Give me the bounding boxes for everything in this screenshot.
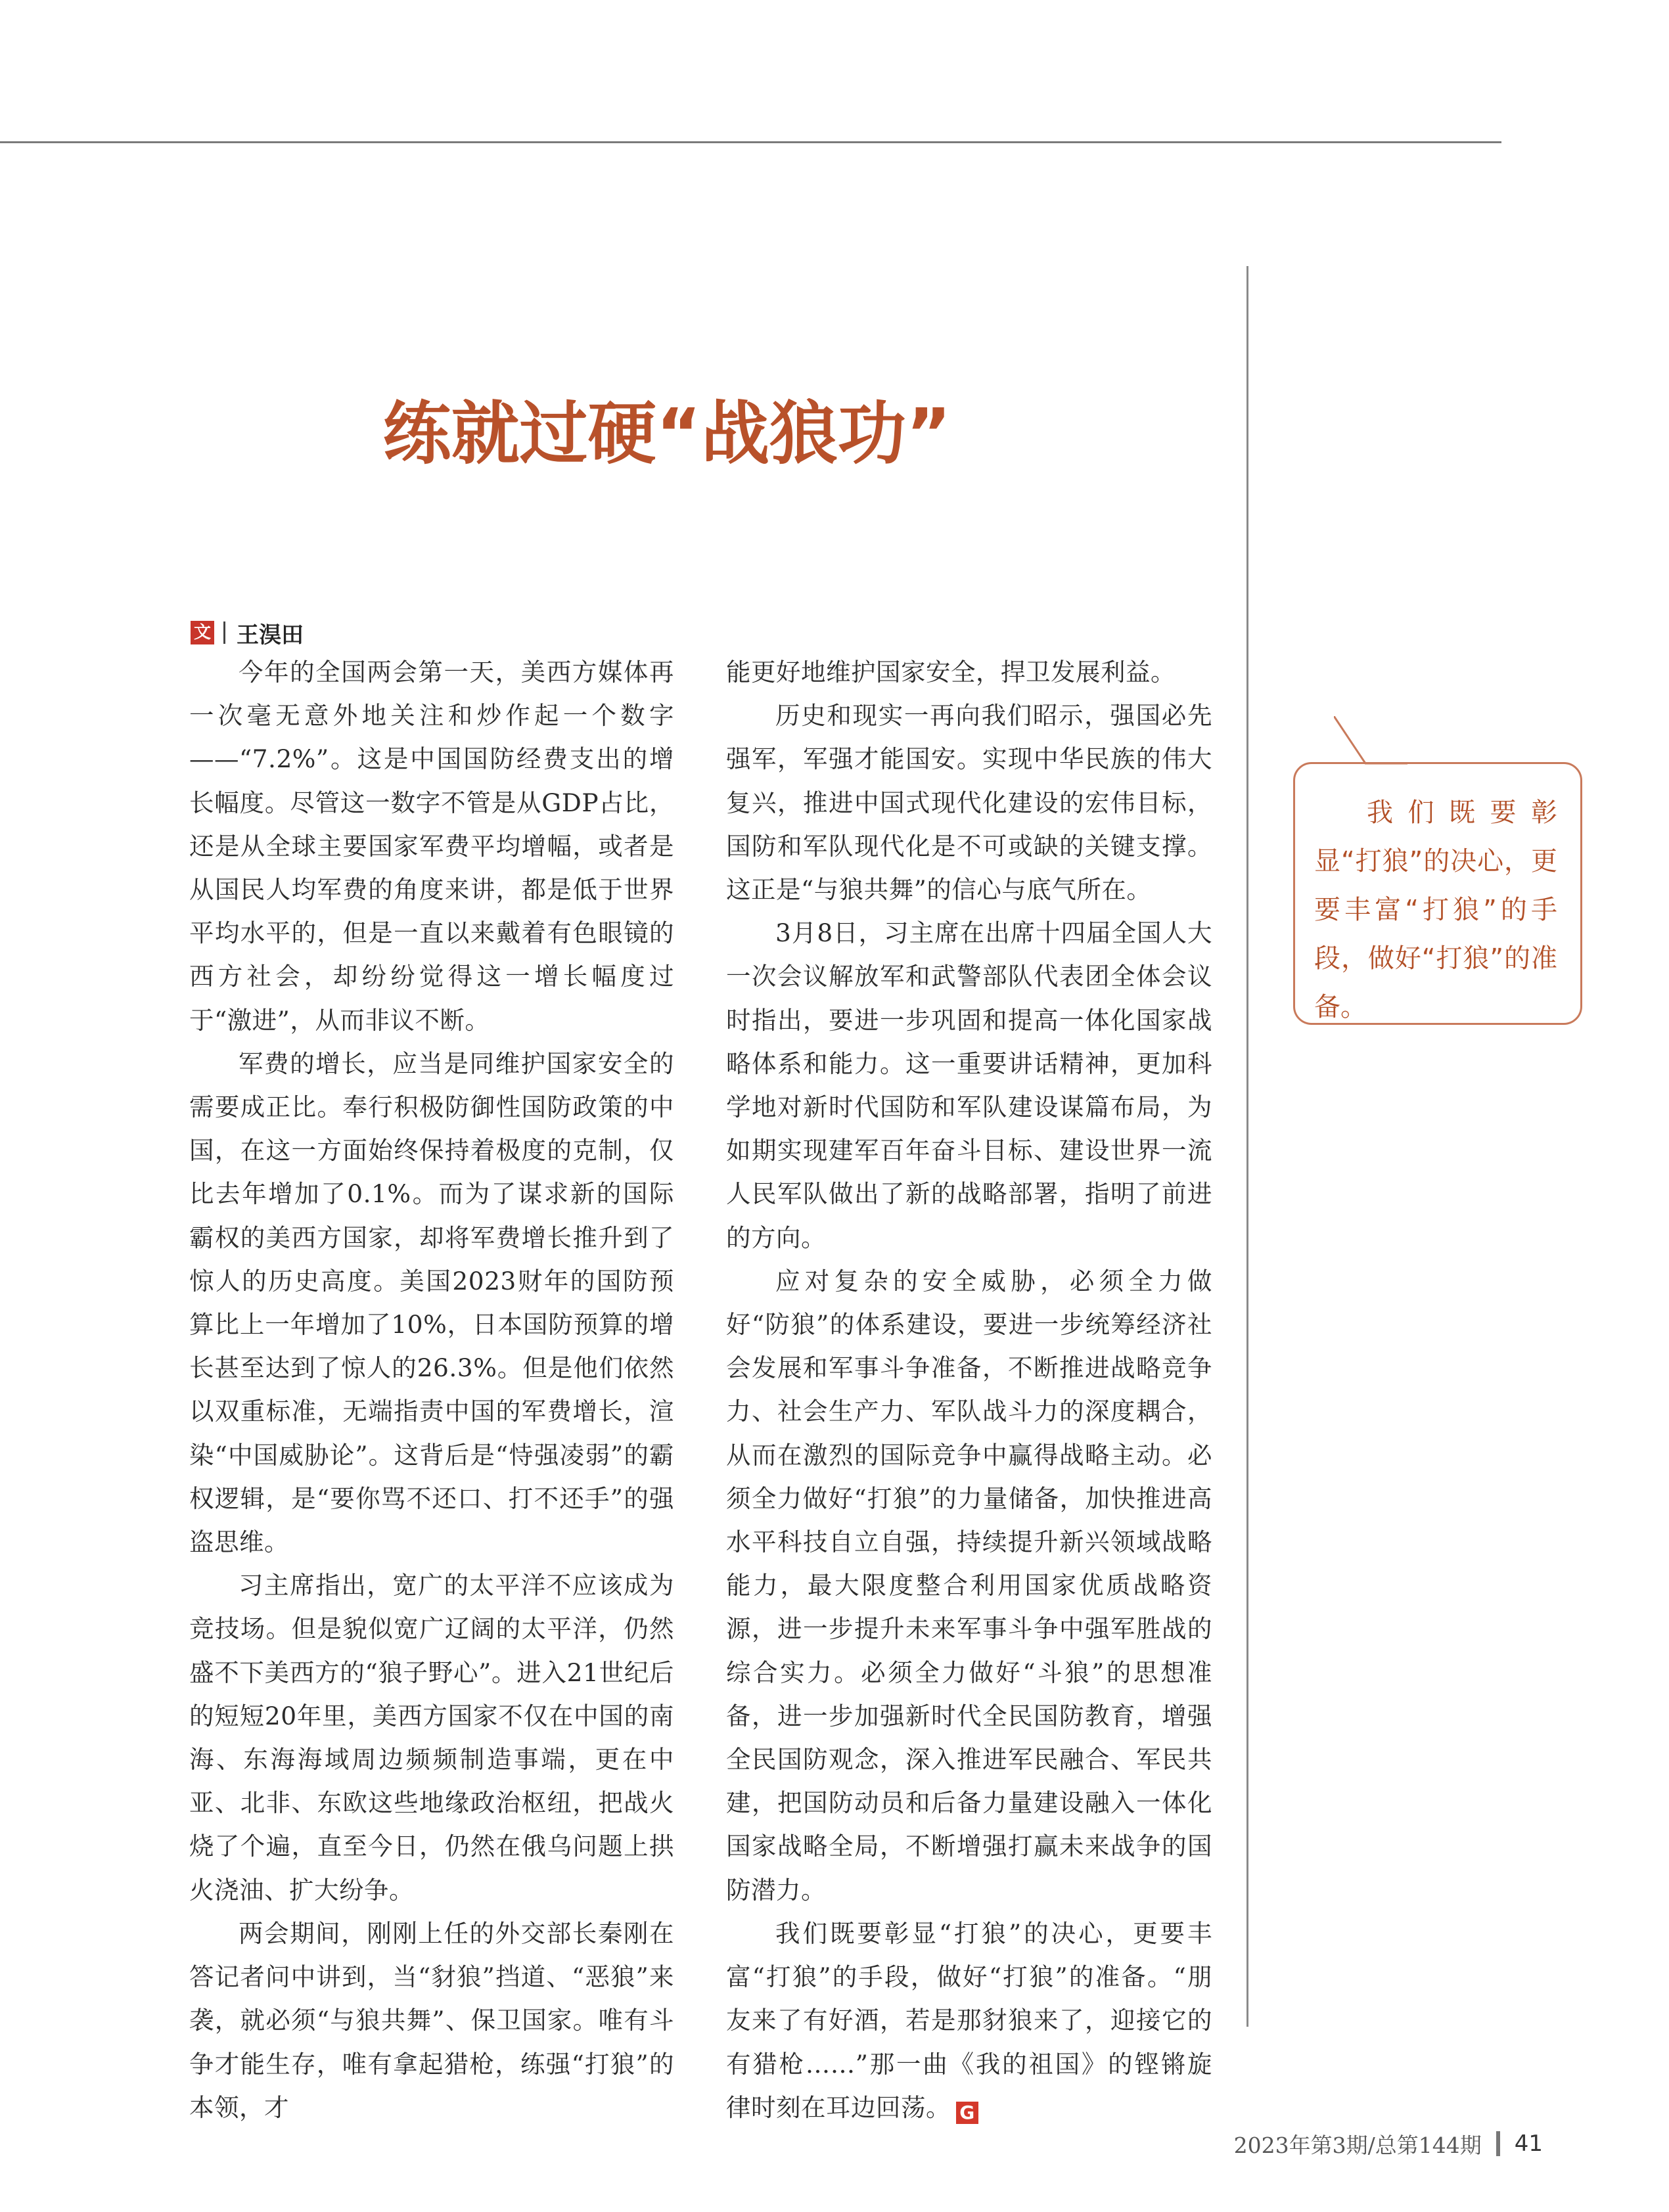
callout-tail: [1334, 716, 1413, 765]
byline-wen-icon: 文: [191, 621, 214, 644]
byline-separator: [223, 621, 227, 644]
issue-info: 2023年第3期/总第144期: [1233, 2132, 1482, 2158]
body-column-right: [726, 650, 1212, 2129]
article-title: 练就过硬“战狼功”: [382, 394, 951, 474]
author-name: 王淏田: [237, 621, 304, 648]
paragraph: 今年的全国两会第一天，美西方媒体再一次毫无意外地关注和炒作起一个数字——“7.2%”。这是中国国防经费支出的增长幅度。尽管这一数字不管是从GDP占比，还是从全球主要国家军费平均增幅，或者是从国民人均军费的角度来讲，都是低于世界平均水平的，但是一直以来戴着有色眼镜的西方社会，却纷纷觉得这一增长幅度过于“激进”，从而非议不断。: [189, 658, 674, 1035]
paragraph-final-text: 我们既要彰显“打狼”的决心，更要丰富“打狼”的手段，做好“打狼”的准备。“朋友来了有好酒，若是那豺狼来了，迎接它的有猎枪……”那一曲《我的祖国》的铿锵旋律时刻在耳边回荡。: [726, 1918, 1212, 2122]
paragraph: 应对复杂的安全威胁，必须全力做好“防狼”的体系建设，要进一步统筹经济社会发展和军事斗争准备，不断推进战略竞争力、社会生产力、军队战斗力的深度耦合，从而在激烈的国际竞争中赢得战略主动。必须全力做好“打狼”的力量储备，加快推进高水平科技自立自强，持续提升新兴领域战略能力，最大限度整合利用国家优质战略资源，进一步提升未来军事斗争中强军胜战的综合实力。必须全力做好“斗狼”的思想准备，进一步加强新时代全民国防教育，增强全民国防观念，深入推进军民融合、军民共建，把国防动员和后备力量建设融入一体化国家战略全局，不断增强打赢未来战争的国防潜力。: [726, 1266, 1212, 1905]
pullquote-text: 我们既要彰显“打狼”的决心，更要丰富“打狼”的手段，做好“打狼”的准备。: [1314, 798, 1557, 1022]
paragraph: 习主席指出，宽广的太平洋不应该成为竞技场。但是貌似宽广辽阔的太平洋，仍然盛不下美西方的“狼子野心”。进入21世纪后的短短20年里，美西方国家不仅在中国的南海、东海海域周边频频制造事端，更在中亚、北非、东欧这些地缘政治枢纽，把战火烧了个遍，直至今日，仍然在俄乌问题上拱火浇油、扩大纷争。: [189, 1571, 674, 1905]
paragraph: 3月8日，习主席在出席十四届全国人大一次会议解放军和武警部队代表团全体会议时指出，要进一步巩固和提高一体化国家战略体系和能力。这一重要讲话精神，更加科学地对新时代国防和军队建设谋篇布局，为如期实现建军百年奋斗目标、建设世界一流人民军队做出了新的战略部署，指明了前进的方向。: [726, 918, 1212, 1252]
pullquote: [1314, 788, 1557, 1031]
end-mark-icon: G: [956, 2102, 978, 2124]
footer-divider: [1496, 2131, 1500, 2156]
header-rule: [0, 141, 1501, 143]
body-column-left: [189, 650, 674, 2129]
paragraph-continued: 能更好地维护国家安全，捍卫发展利益。: [726, 658, 1176, 687]
page-footer: [1234, 2127, 1543, 2160]
column-divider-rule: [1246, 266, 1248, 2027]
paragraph: 军费的增长，应当是同维护国家安全的需要成正比。奉行积极防御性国防政策的中国，在这一方面始终保持着极度的克制，仅比去年增加了0.1%。而为了谋求新的国际霸权的美西方国家，却将军费增长推升到了惊人的历史高度。美国2023财年的国防预算比上一年增加了10%，日本国防预算的增长甚至达到了惊人的26.3%。但是他们依然以双重标准，无端指责中国的军费增长，渲染“中国威胁论”。这背后是“恃强凌弱”的霸权逻辑，是“要你骂不还口、打不还手”的强盗思维。: [189, 1049, 674, 1557]
byline: [191, 616, 304, 649]
paragraph-final: [726, 1912, 1212, 2129]
paragraph: 两会期间，刚刚上任的外交部长秦刚在答记者问中讲到，当“豺狼”挡道、“恶狼”来袭，就必须“与狼共舞”、保卫国家。唯有斗争才能生存，唯有拿起猎枪，练强“打狼”的本领，才: [189, 1918, 674, 2122]
paragraph: 历史和现实一再向我们昭示，强国必先强军，军强才能国安。实现中华民族的伟大复兴，推进中国式现代化建设的宏伟目标，国防和军队现代化是不可或缺的关键支撑。这正是“与狼共舞”的信心与底气所在。: [726, 701, 1212, 905]
page-number: 41: [1514, 2131, 1543, 2157]
